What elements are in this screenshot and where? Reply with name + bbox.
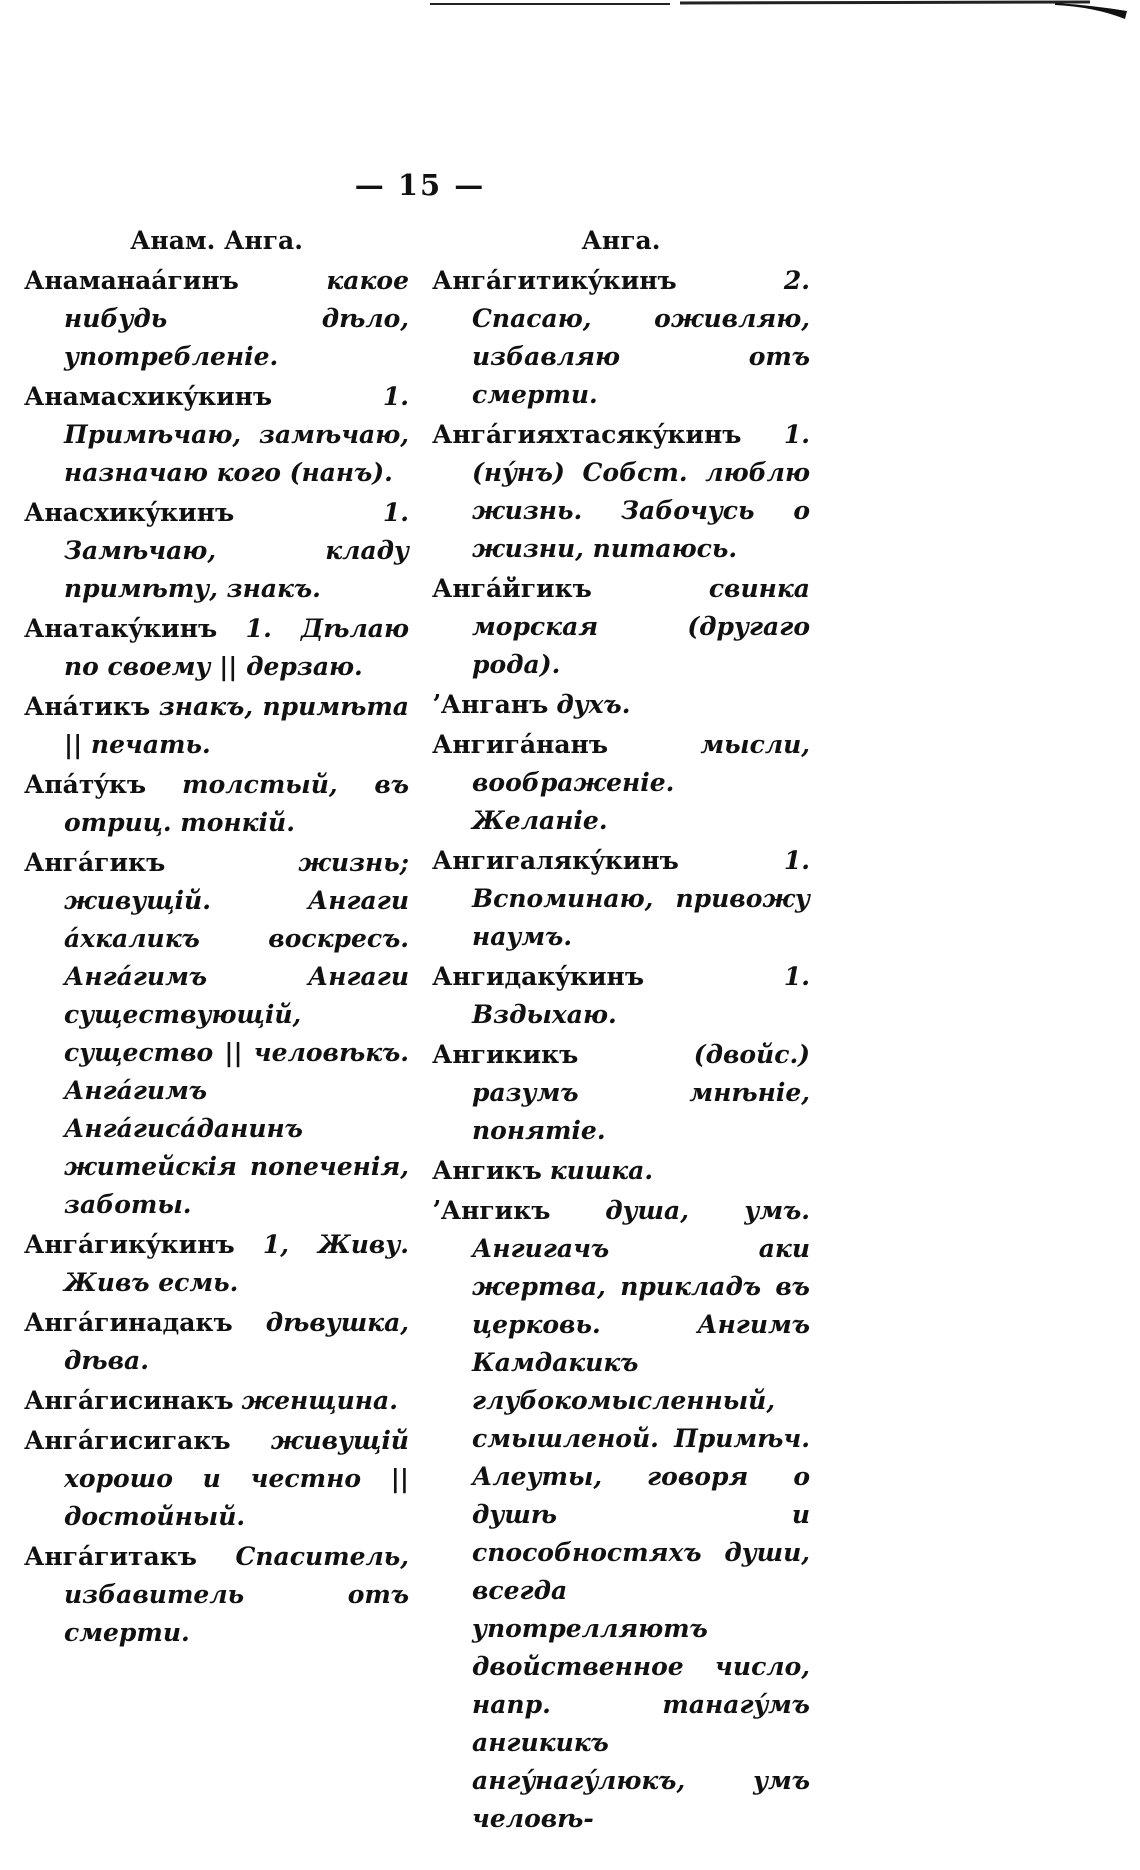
dictionary-entry: [24, 766, 409, 842]
entry-definition: 1, Живу. Живъ есмь.: [64, 1230, 410, 1297]
entry-headword: Анасхикýкинъ: [24, 498, 235, 527]
entry-definition: дѣвушка, дѣва.: [64, 1308, 409, 1375]
entry-definition: 1. Примѣчаю, замѣчаю, назначаю кого (нанъ).: [64, 382, 409, 487]
dictionary-entry: [24, 1422, 409, 1536]
entry-headword: Ангигалякýкинъ: [432, 846, 679, 875]
dictionary-entry: [432, 1036, 810, 1150]
entry-definition: свинка морская (другаго рода).: [472, 574, 810, 679]
entry-headword: Ангáгисинакъ: [24, 1386, 234, 1415]
dictionary-entry: [432, 1152, 810, 1190]
entry-definition: Спаситель, избавитель отъ смерти.: [64, 1542, 409, 1647]
entry-definition: духъ.: [556, 690, 631, 719]
dictionary-entry: [432, 686, 810, 724]
entry-headword: Анáтикъ: [24, 692, 151, 721]
dictionary-entry: [432, 958, 810, 1034]
entry-definition: 2. Спасаю, оживляю, избавляю отъ смерти.: [472, 266, 810, 409]
entry-headword: Ангáйгикъ: [432, 574, 592, 603]
dictionary-entry: [432, 570, 810, 684]
entry-headword: Ангáгинадакъ: [24, 1308, 233, 1337]
entry-definition: живущій хорошо и честно || достойный.: [64, 1426, 409, 1531]
entry-definition: 1. (нýнъ) Собст. люблю жизнь. Забочусь о жизни, питаюсь.: [472, 420, 810, 563]
entry-headword: Ангигáнанъ: [432, 730, 609, 759]
dictionary-entry: [24, 262, 409, 376]
dictionary-entry: [24, 1538, 409, 1652]
entry-headword: Ангикикъ: [432, 1040, 579, 1069]
entry-headword: Ангáгияхтасякýкинъ: [432, 420, 742, 449]
entry-headword: Апáтýкъ: [24, 770, 147, 799]
right-column: [432, 222, 810, 1840]
entry-headword: Ангикъ: [432, 1156, 542, 1185]
left-column: [24, 222, 409, 1654]
entry-headword: ʼАнганъ: [432, 690, 549, 719]
entry-headword: Анамасхикýкинъ: [24, 382, 273, 411]
dictionary-entry: [432, 1192, 810, 1838]
entry-definition: 1. Вспоминаю, привожу наумъ.: [472, 846, 810, 951]
right-entry-list: [432, 262, 810, 1838]
left-entry-list: [24, 262, 409, 1652]
dictionary-entry: [432, 262, 810, 414]
dictionary-entry: [24, 1382, 409, 1420]
entry-headword: Анатакýкинъ: [24, 614, 218, 643]
entry-definition: женщина.: [241, 1386, 398, 1415]
dictionary-entry: [24, 844, 409, 1224]
entry-definition: кишка.: [549, 1156, 654, 1185]
entry-headword: Ангидакýкинъ: [432, 962, 645, 991]
dictionary-entry: [24, 1304, 409, 1380]
dictionary-entry: [24, 1226, 409, 1302]
dictionary-entry: [24, 688, 409, 764]
entry-definition: 1. Замѣчаю, кладу примѣту, знакъ.: [64, 498, 409, 603]
entry-definition: 1. Вздыхаю.: [472, 962, 810, 1029]
entry-definition: жизнь; живущій. Ангаги áхкаликъ воскресъ. Ангáгимъ Ангаги существующій, существо || человѣкъ. Ангáгимъ Ангáгисáданинъ житейскія попеченія, заботы.: [64, 848, 409, 1219]
entry-headword: ʼАнгикъ: [432, 1196, 551, 1225]
dictionary-entry: [432, 726, 810, 840]
entry-definition: душа, умъ. Ангигачъ аки жертва, прикладъ въ церковь. Ангимъ Камдакикъ глубокомысленный, смышленой. Примѣч. Алеуты, говоря о душѣ и способностяхъ души, всегда употрелляютъ двойственное число, напр. танагýмъ ангикикъ ангýнагýлюкъ, умъ человѣ-: [472, 1196, 811, 1833]
scan-top-rule: [430, 0, 1130, 22]
entry-definition: (двойс.) разумъ мнѣніе, понятіе.: [472, 1040, 810, 1145]
dictionary-entry: [24, 610, 409, 686]
entry-headword: Ангáгитикýкинъ: [432, 266, 677, 295]
entry-definition: 1. Дѣлаю по своему || дерзаю.: [64, 614, 409, 681]
dictionary-entry: [432, 842, 810, 956]
dictionary-entry: [432, 416, 810, 568]
entry-definition: знакъ, примѣта || печать.: [64, 692, 409, 759]
entry-definition: мысли, воображеніе. Желаніе.: [472, 730, 810, 835]
dictionary-entry: [24, 494, 409, 608]
entry-headword: Ангáгикýкинъ: [24, 1230, 235, 1259]
entry-headword: Ангáгикъ: [24, 848, 166, 877]
right-column-header: Анга.: [581, 226, 661, 255]
entry-headword: Анаманаáгинъ: [24, 266, 239, 295]
dictionary-entry: [24, 378, 409, 492]
left-column-header: Анам. Анга.: [130, 226, 303, 255]
entry-definition: какое нибудь дѣло, употребленіе.: [64, 266, 409, 371]
entry-headword: Ангáгисигакъ: [24, 1426, 231, 1455]
entry-definition: толстый, въ отриц. тонкій.: [64, 770, 409, 837]
page-number: — 15 —: [354, 168, 486, 202]
entry-headword: Ангáгитакъ: [24, 1542, 197, 1571]
